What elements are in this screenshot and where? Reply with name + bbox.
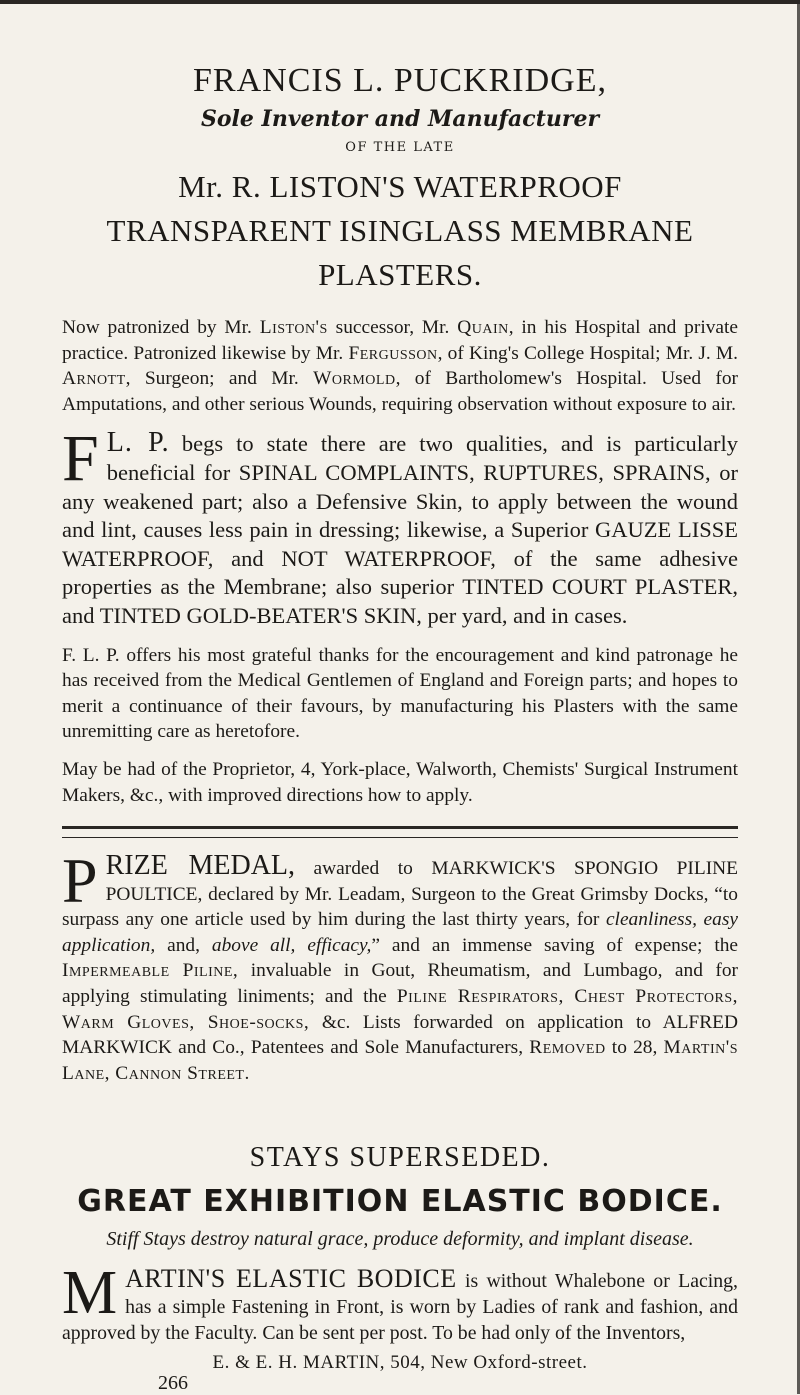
address-number: 266 bbox=[158, 1372, 188, 1395]
prize-medal-paragraph: PRIZE MEDAL, awarded to MARKWICK'S SPONGIO PILINE POULTICE, declared by Mr. Leadam, Surgeon to the Great Grimsby Docks, “to surpass any one article used by him during the last thirty years, for cleanliness, easy application, and, above all, efficacy,” and an immense saving of expense; the Impermeable Piline, invaluable in Gout, Rheumatism, and Lumbago, and for applying stimulating liniments; and the Piline Respirators, Chest Protectors, Warm Gloves, Shoe-socks, &c. Lists forwarded on application to ALFRED MARKWICK and Co., Patentees and Sole Manufacturers, Removed to 28, Martin's Lane, Cannon Street. bbox=[62, 845, 739, 1084]
qualities-lead: L. P. bbox=[106, 427, 170, 459]
patronage-paragraph: Now patronized by Mr. Liston's successor, Mr. Quain, in his Hospital and private practice. Patronized likewise by Mr. Fergusson, of King's College Hospital; Mr. J. M. Arnott, Surgeon; and Mr. Wormold, of Bartholomew's Hospital. Used for Amputations, and other serious Wounds, requiring observation without exposure to air. bbox=[62, 317, 738, 415]
thanks-paragraph: F. L. P. offers his most grateful thanks for the encouragement and kind patronage he has received from the Medical Gentlemen of England and Foreign parts; and hopes to merit a continuance of their favours, by manufacturing his Plasters with the same unremitting care as heretofore. bbox=[62, 644, 738, 743]
qualities-paragraph bbox=[62, 422, 738, 630]
drop-cap: P bbox=[62, 845, 98, 917]
advertiser-role: Sole Inventor and Manufacturer bbox=[200, 106, 600, 132]
section-divider bbox=[62, 826, 738, 838]
inventor-contact: E. & E. H. MARTIN, 504, New Oxford-street. bbox=[212, 1352, 588, 1374]
name-arnott: Arnott bbox=[62, 368, 126, 390]
elastic-bodice-advertisement bbox=[62, 1142, 738, 1395]
prize-medal-lead: RIZE MEDAL, bbox=[105, 850, 296, 882]
of-the-late-caption: OF THE LATE bbox=[345, 140, 455, 155]
availability-paragraph: May be had of the Proprietor, 4, York-place, Walworth, Chemists' Surgical Instrument Makers, &c., with improved directions how to apply. bbox=[62, 758, 738, 806]
name-fergusson: Fergusson bbox=[348, 342, 438, 364]
name-quain: Quain bbox=[457, 317, 509, 338]
name-wormold: Wormold bbox=[313, 368, 396, 390]
advertiser-name: FRANCIS L. PUCKRIDGE, bbox=[193, 62, 607, 99]
top-border-rule bbox=[0, 0, 800, 4]
drop-cap: F bbox=[62, 422, 99, 496]
prize-medal-advertisement bbox=[62, 845, 739, 1086]
bodice-lead: ARTIN'S ELASTIC BODICE bbox=[125, 1264, 457, 1294]
name-liston: Liston's bbox=[259, 317, 328, 338]
drop-cap: M bbox=[62, 1259, 118, 1328]
bodice-subheading: GREAT EXHIBITION ELASTIC BODICE. bbox=[77, 1184, 723, 1220]
qualities-text: begs to state there are two qualities, and is particularly beneficial for SPINAL COMPLAINTS, RUPTURES, SPRAINS, or any weakened part; also a Defensive Skin, to apply between the wound and lint, causes less pain in dressing; likewise, a Superior GAUZE LISSE WATERPROOF, and NOT WATERPROOF, of the same adhesive properties as the Membrane; also superior TINTED COURT PLASTER, and TINTED GOLD-BEATER'S SKIN, per yard, and in cases. bbox=[62, 431, 738, 628]
bodice-text: is without Whalebone or Lacing, has a simple Fastening in Front, is worn by Ladies of rank and fashion, and approved by the Faculty. Can be sent per post. To be had only of the Inventors, bbox=[62, 1270, 738, 1344]
stays-heading: STAYS SUPERSEDED. bbox=[249, 1142, 551, 1174]
bodice-tagline: Stiff Stays destroy natural grace, produce deformity, and implant disease. bbox=[106, 1228, 694, 1251]
product-title: Mr. R. LISTON'S WATERPROOF TRANSPARENT ISINGLASS MEMBRANE PLASTERS. bbox=[106, 169, 694, 292]
bodice-paragraph bbox=[62, 1259, 738, 1346]
liston-plasters-advertisement bbox=[62, 62, 738, 808]
